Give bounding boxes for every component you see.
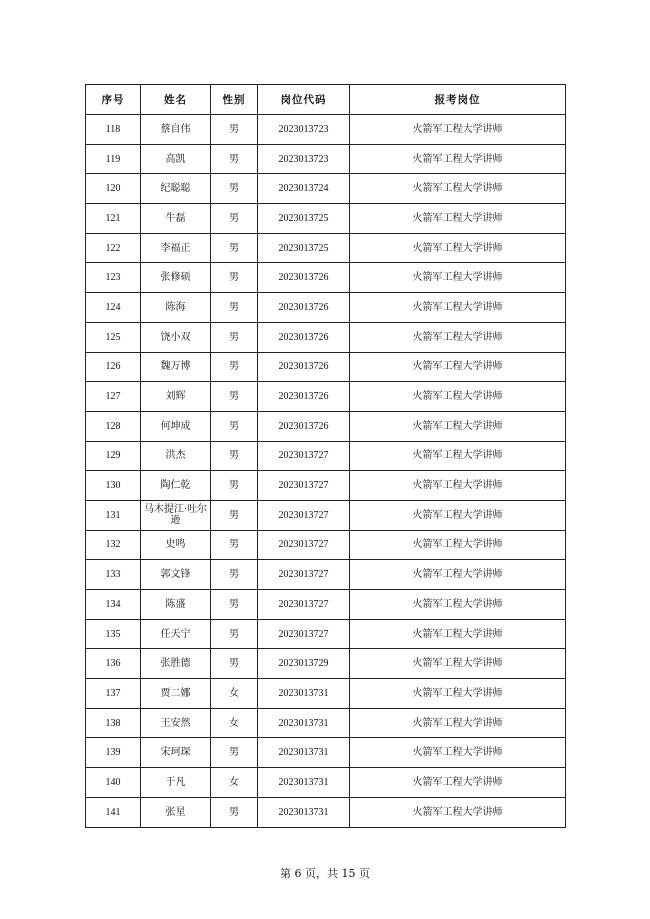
cell-position-code: 2023013726 (258, 382, 350, 412)
cell-name: 刘辉 (141, 382, 211, 412)
cell-index: 131 (86, 500, 141, 530)
cell-position-code: 2023013727 (258, 500, 350, 530)
cell-position-code: 2023013731 (258, 708, 350, 738)
cell-position-code: 2023013731 (258, 768, 350, 798)
table-row (86, 738, 566, 768)
cell-applied-position: 火箭军工程大学讲师 (350, 174, 566, 204)
table-row (86, 441, 566, 471)
cell-gender: 男 (211, 293, 258, 323)
table-row (86, 352, 566, 382)
cell-name: 于凡 (141, 768, 211, 798)
cell-gender: 男 (211, 471, 258, 501)
table-row (86, 322, 566, 352)
cell-position-code: 2023013727 (258, 619, 350, 649)
cell-applied-position: 火箭军工程大学讲师 (350, 382, 566, 412)
cell-index: 132 (86, 530, 141, 560)
cell-name: 马木提江·吐尔逊 (141, 500, 211, 530)
cell-name: 饶小双 (141, 322, 211, 352)
table-body (86, 115, 566, 828)
cell-name: 何坤成 (141, 411, 211, 441)
cell-position-code: 2023013726 (258, 411, 350, 441)
cell-index: 133 (86, 560, 141, 590)
header-applied-position: 报考岗位 (350, 85, 566, 115)
table-row (86, 679, 566, 709)
cell-index: 140 (86, 768, 141, 798)
cell-position-code: 2023013723 (258, 115, 350, 145)
table-row (86, 797, 566, 827)
cell-gender: 男 (211, 738, 258, 768)
cell-name: 宋珂琛 (141, 738, 211, 768)
table-row (86, 204, 566, 234)
table-row (86, 471, 566, 501)
header-gender: 性别 (211, 85, 258, 115)
candidate-table (85, 84, 566, 828)
cell-applied-position: 火箭军工程大学讲师 (350, 263, 566, 293)
cell-position-code: 2023013725 (258, 233, 350, 263)
cell-name: 郭文锋 (141, 560, 211, 590)
cell-name: 史鸣 (141, 530, 211, 560)
cell-index: 141 (86, 797, 141, 827)
cell-applied-position: 火箭军工程大学讲师 (350, 471, 566, 501)
table-row (86, 649, 566, 679)
cell-name: 牛磊 (141, 204, 211, 234)
cell-position-code: 2023013731 (258, 679, 350, 709)
cell-name: 高凯 (141, 144, 211, 174)
cell-position-code: 2023013726 (258, 293, 350, 323)
cell-gender: 男 (211, 500, 258, 530)
table-row (86, 411, 566, 441)
table-row (86, 382, 566, 412)
cell-position-code: 2023013727 (258, 560, 350, 590)
table-row (86, 500, 566, 530)
cell-name: 李福正 (141, 233, 211, 263)
header-index: 序号 (86, 85, 141, 115)
header-name: 姓名 (141, 85, 211, 115)
cell-gender: 男 (211, 263, 258, 293)
cell-name: 陶仁乾 (141, 471, 211, 501)
cell-position-code: 2023013727 (258, 590, 350, 620)
cell-applied-position: 火箭军工程大学讲师 (350, 352, 566, 382)
cell-gender: 男 (211, 233, 258, 263)
cell-position-code: 2023013727 (258, 441, 350, 471)
table-row (86, 233, 566, 263)
cell-position-code: 2023013723 (258, 144, 350, 174)
cell-index: 119 (86, 144, 141, 174)
cell-gender: 男 (211, 144, 258, 174)
table-row (86, 115, 566, 145)
cell-index: 121 (86, 204, 141, 234)
cell-gender: 女 (211, 679, 258, 709)
cell-index: 130 (86, 471, 141, 501)
cell-gender: 男 (211, 619, 258, 649)
cell-position-code: 2023013726 (258, 322, 350, 352)
cell-applied-position: 火箭军工程大学讲师 (350, 619, 566, 649)
cell-index: 128 (86, 411, 141, 441)
cell-position-code: 2023013725 (258, 204, 350, 234)
cell-applied-position: 火箭军工程大学讲师 (350, 590, 566, 620)
cell-name: 陈盛 (141, 590, 211, 620)
table-row (86, 530, 566, 560)
table-row (86, 768, 566, 798)
table-row (86, 590, 566, 620)
cell-applied-position: 火箭军工程大学讲师 (350, 649, 566, 679)
cell-applied-position: 火箭军工程大学讲师 (350, 144, 566, 174)
cell-index: 118 (86, 115, 141, 145)
table-row (86, 144, 566, 174)
cell-applied-position: 火箭军工程大学讲师 (350, 500, 566, 530)
cell-applied-position: 火箭军工程大学讲师 (350, 411, 566, 441)
cell-position-code: 2023013731 (258, 797, 350, 827)
cell-index: 137 (86, 679, 141, 709)
table-row (86, 619, 566, 649)
cell-index: 136 (86, 649, 141, 679)
table-row (86, 174, 566, 204)
cell-name: 洪杰 (141, 441, 211, 471)
cell-name: 王安然 (141, 708, 211, 738)
cell-gender: 女 (211, 708, 258, 738)
table-row (86, 293, 566, 323)
cell-position-code: 2023013726 (258, 352, 350, 382)
table-row (86, 708, 566, 738)
cell-gender: 男 (211, 322, 258, 352)
cell-index: 127 (86, 382, 141, 412)
cell-gender: 男 (211, 797, 258, 827)
cell-index: 124 (86, 293, 141, 323)
cell-index: 126 (86, 352, 141, 382)
cell-applied-position: 火箭军工程大学讲师 (350, 441, 566, 471)
cell-gender: 男 (211, 204, 258, 234)
cell-index: 123 (86, 263, 141, 293)
cell-position-code: 2023013724 (258, 174, 350, 204)
cell-gender: 男 (211, 560, 258, 590)
cell-applied-position: 火箭军工程大学讲师 (350, 797, 566, 827)
cell-name: 纪聪聪 (141, 174, 211, 204)
table-row (86, 263, 566, 293)
cell-gender: 女 (211, 768, 258, 798)
table-header-row (86, 85, 566, 115)
cell-applied-position: 火箭军工程大学讲师 (350, 560, 566, 590)
cell-index: 120 (86, 174, 141, 204)
cell-applied-position: 火箭军工程大学讲师 (350, 233, 566, 263)
cell-index: 139 (86, 738, 141, 768)
cell-applied-position: 火箭军工程大学讲师 (350, 738, 566, 768)
cell-name: 陈海 (141, 293, 211, 323)
cell-applied-position: 火箭军工程大学讲师 (350, 708, 566, 738)
cell-gender: 男 (211, 115, 258, 145)
cell-index: 134 (86, 590, 141, 620)
cell-applied-position: 火箭军工程大学讲师 (350, 679, 566, 709)
cell-gender: 男 (211, 441, 258, 471)
cell-applied-position: 火箭军工程大学讲师 (350, 204, 566, 234)
cell-applied-position: 火箭军工程大学讲师 (350, 115, 566, 145)
cell-position-code: 2023013731 (258, 738, 350, 768)
page-number: 第 6 页，共 15 页 (280, 867, 370, 880)
cell-applied-position: 火箭军工程大学讲师 (350, 322, 566, 352)
cell-gender: 男 (211, 590, 258, 620)
cell-gender: 男 (211, 530, 258, 560)
cell-gender: 男 (211, 649, 258, 679)
table-row (86, 560, 566, 590)
cell-index: 135 (86, 619, 141, 649)
cell-gender: 男 (211, 174, 258, 204)
cell-applied-position: 火箭军工程大学讲师 (350, 293, 566, 323)
cell-position-code: 2023013729 (258, 649, 350, 679)
cell-index: 125 (86, 322, 141, 352)
cell-index: 129 (86, 441, 141, 471)
cell-name: 贾二娜 (141, 679, 211, 709)
cell-position-code: 2023013727 (258, 530, 350, 560)
cell-gender: 男 (211, 382, 258, 412)
cell-name: 任天宁 (141, 619, 211, 649)
cell-applied-position: 火箭军工程大学讲师 (350, 768, 566, 798)
cell-name: 张修硕 (141, 263, 211, 293)
cell-gender: 男 (211, 411, 258, 441)
cell-name: 魏万博 (141, 352, 211, 382)
cell-applied-position: 火箭军工程大学讲师 (350, 530, 566, 560)
header-position-code: 岗位代码 (258, 85, 350, 115)
cell-index: 138 (86, 708, 141, 738)
cell-name: 张胜德 (141, 649, 211, 679)
cell-gender: 男 (211, 352, 258, 382)
cell-name: 蔡自伟 (141, 115, 211, 145)
cell-position-code: 2023013726 (258, 263, 350, 293)
cell-name: 张星 (141, 797, 211, 827)
cell-index: 122 (86, 233, 141, 263)
cell-position-code: 2023013727 (258, 471, 350, 501)
